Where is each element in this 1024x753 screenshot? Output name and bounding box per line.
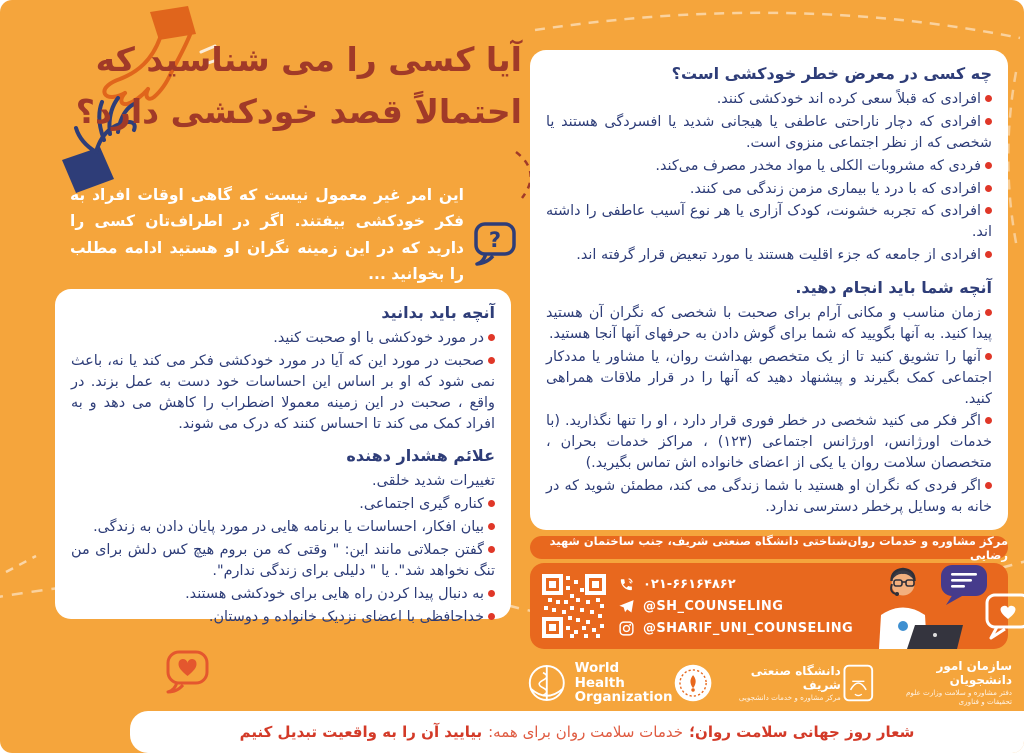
title-line-1: آیا کسی را می شناسید که <box>95 40 522 79</box>
list-item: افرادی که با درد یا بیماری مزمن زندگی می کنند. <box>546 179 992 200</box>
counselor-illustration <box>863 563 1024 649</box>
risk-card <box>530 50 1008 530</box>
list-item: فردی که مشروبات الکلی یا مواد مخدر مصرف می‌کند. <box>546 156 992 177</box>
bullet-dot <box>488 523 495 530</box>
who-logo-text: World Health Organization <box>574 660 673 706</box>
list-item: زمان مناسب و مکانی آرام برای صحبت با شخصی که نگران آن هستید پیدا کنید. به آنها بگویید که شما برای گوش دادن به حرفهای آنها آنجا هستید. <box>546 305 992 342</box>
address-pill: مرکز مشاوره و خدمات روان‌شناختی دانشگاه صنعتی شریف، جنب ساختمان شهید رضایی <box>530 536 1008 559</box>
bullet-dot <box>488 613 495 620</box>
sharif-logo-text: دانشگاه صنعتی شریف مرکز مشاوره و خدمات دانشجویی <box>738 663 841 702</box>
slogan-bold-lead: شعار روز جهانی سلامت روان؛ <box>689 723 915 741</box>
student-affairs-logo-text: سازمان امور دانشجویان دفتر مشاوره و سلامت وزارت علوم تحقیقات و فناوری <box>905 658 1012 707</box>
phone-number: ۰۲۱-۶۶۱۶۴۸۶۲ <box>643 576 736 592</box>
list-item: به دنبال پیدا کردن راه هایی برای خودکشی هستند. <box>71 584 495 605</box>
actions-heading: آنچه شما باید انجام دهید. <box>795 278 992 297</box>
who-logo <box>526 661 673 705</box>
student-affairs-emblem-icon <box>841 661 876 705</box>
sharif-seal-icon <box>673 661 713 705</box>
list-item: افرادی که تجربه خشونت، کودک آزاری یا هر نوع آسیب عاطفی را داشته اند. <box>546 203 992 241</box>
risk-heading: چه کسی در معرض خطر خودکشی است؟ <box>671 64 992 83</box>
list-item: آنها را تشویق کنید تا از یک متخصص بهداشت روان، یا مشاور یا مددکار اجتماعی کمک بگیرند و پیشنهاد دهید که آنها را در قرار ملاقات همراهی کنید. <box>546 348 992 407</box>
bullet-dot <box>985 118 992 125</box>
list-item: گفتن جملاتی مانند این: " وقتی که من بروم هیچ کس دلش برای من تنگ نخواهد شد". یا " دلیلی برای زندگی ندارم". <box>71 542 495 579</box>
signs-heading: علائم هشدار دهنده <box>346 446 495 466</box>
bullet-dot <box>488 590 495 597</box>
list-item: اگر فکر می کنید شخصی در خطر فوری قرار دارد ، او را تنها نگذارید. (با خدمات اورژانس، اورژانس اجتماعی (۱۲۳) ، مراکز خدمات بحران ، متخصصان سلامت روان یا یکی از اعضای خانواده اش تماس بگیرید.) <box>546 413 993 472</box>
bullet-dot <box>985 207 992 214</box>
list-item: افرادی از جامعه که جزء اقلیت هستند یا مورد تبعیض قرار گرفته اند. <box>546 245 992 266</box>
list-item: بیان افکار، احساسات یا برنامه هایی در مورد پایان دادن به زندگی. <box>71 517 495 538</box>
logos-row <box>526 657 1012 709</box>
question-bubble-icon <box>470 220 520 270</box>
slogan-regular: خدمات سلامت روان برای همه: <box>488 723 684 741</box>
list-item: صحبت در مورد این که آیا در مورد خودکشی فکر می کند یا نه، باعث نمی شود که او بر اساس این احساسات خود دست به عمل بزند. در واقع ، صحبت در این زمینه معمولا اضطراب را کاهش می دهد و به افراد کمک می کند تا احساس کنند که درک می شوند. <box>71 352 495 432</box>
bullet-dot <box>488 334 495 341</box>
actions-list <box>546 303 992 518</box>
bullet-dot <box>488 546 495 553</box>
sharif-logo <box>673 661 841 705</box>
who-emblem-icon <box>526 662 568 704</box>
bullet-dot <box>985 95 992 102</box>
bullet-dot <box>985 185 992 192</box>
list-item: افرادی که قبلاً سعی کرده اند خودکشی کنند. <box>546 89 992 110</box>
bullet-dot <box>985 309 992 316</box>
intro-paragraph: این امر غیر معمول نیست که گاهی اوقات افراد به فکر خودکشی بیفتند. اگر در اطراف‌تان کسی را دارید که در این زمینه نگران او هستید ادامه مطلب را بخوانید ... <box>70 186 464 284</box>
phone-row <box>618 576 853 593</box>
bullet-dot <box>488 500 495 507</box>
risk-list <box>546 89 992 266</box>
know-card <box>55 289 511 625</box>
list-item: اگر فردی که نگران او هستید با شما زندگی می کند، مطمئن شوید که در خانه به وسایل پرخطر دسترسی ندارد. <box>546 478 992 515</box>
telegram-icon <box>618 598 635 615</box>
qr-code <box>540 572 608 640</box>
title-line-2: احتمالاً قصد خودکشی دارد؟ <box>75 92 522 132</box>
instagram-icon <box>618 620 635 637</box>
poster-title <box>60 34 522 138</box>
list-item: خداحافظی با اعضای نزدیک خانواده و دوستان. <box>71 607 495 628</box>
contact-box <box>530 563 1008 649</box>
know-heading: آنچه باید بدانید <box>381 303 495 322</box>
bullet-dot <box>985 482 992 489</box>
list-item: کناره گیری اجتماعی. <box>71 494 495 515</box>
know-list <box>71 328 495 434</box>
heart-bubble-icon <box>163 648 211 696</box>
question-glyph: ? <box>488 228 502 252</box>
instagram-row <box>618 620 853 637</box>
contact-rows <box>618 576 853 637</box>
telegram-handle: @SH_COUNSELING <box>643 598 784 614</box>
bullet-dot <box>488 357 495 364</box>
bullet-dot <box>985 251 992 258</box>
heart-chat-bubble-icon <box>987 595 1024 638</box>
list-item: در مورد خودکشی با او صحبت کنید. <box>71 328 495 349</box>
bullet-dot <box>985 417 992 424</box>
bullet-dot <box>985 162 992 169</box>
phone-icon <box>618 576 635 593</box>
signs-list <box>71 471 495 627</box>
chat-lines-bubble-icon <box>941 565 987 605</box>
list-item: تغییرات شدید خلقی. <box>372 473 495 490</box>
slogan-banner <box>130 711 1024 753</box>
list-item: افرادی که دچار ناراحتی عاطفی یا هیجانی شدید یا افسردگی هستند یا شخصی که از نظر اجتماعی منزوی است. <box>546 113 992 151</box>
student-affairs-logo <box>841 659 1012 707</box>
instagram-handle: @SHARIF_UNI_COUNSELING <box>643 620 854 636</box>
telegram-row <box>618 598 853 615</box>
slogan-bold-tail: بیایید آن را به واقعیت تبدیل کنیم <box>239 723 483 741</box>
bullet-dot <box>985 353 992 360</box>
